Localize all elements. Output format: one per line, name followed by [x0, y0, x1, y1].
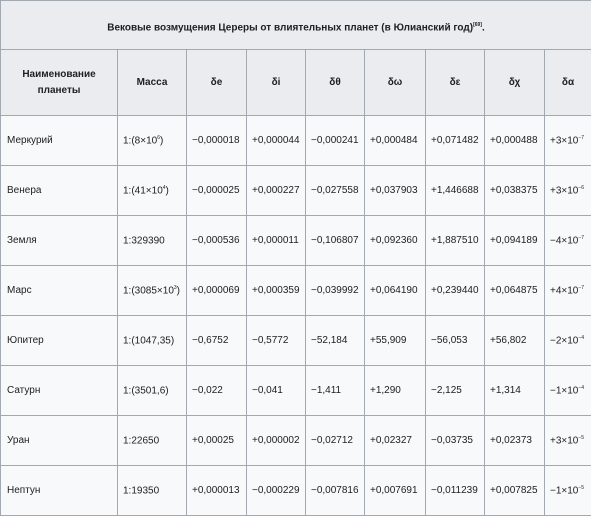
de-cell: +0,00025 — [187, 416, 247, 466]
depsilon-cell: −56,053 — [426, 316, 485, 366]
header-row — [1, 50, 591, 116]
di-cell: −0,5772 — [247, 316, 306, 366]
di-cell: +0,000044 — [247, 116, 306, 166]
de-cell: +0,000013 — [187, 466, 247, 516]
dalpha-exponent: −5 — [578, 435, 584, 441]
dtheta-cell: −0,027558 — [306, 166, 365, 216]
depsilon-cell: +0,071482 — [426, 116, 485, 166]
de-cell: −0,000536 — [187, 216, 247, 266]
dalpha-cell — [545, 116, 591, 166]
table-row — [1, 116, 591, 166]
dalpha-cell — [545, 366, 591, 416]
di-cell: −0,041 — [247, 366, 306, 416]
di-cell: +0,000227 — [247, 166, 306, 216]
planet-name[interactable]: Меркурий — [7, 135, 53, 146]
dalpha-cell — [545, 266, 591, 316]
dtheta-cell: −0,039992 — [306, 266, 365, 316]
de-cell: −0,6752 — [187, 316, 247, 366]
dalpha-value: +3×10 — [550, 435, 578, 446]
mass-value: 1:(41×10 — [123, 185, 163, 196]
table-row — [1, 316, 591, 366]
depsilon-cell: −0,03735 — [426, 416, 485, 466]
domega-cell: +0,000484 — [365, 116, 426, 166]
mass-exponent: 3 — [174, 285, 177, 291]
planet-name-cell — [1, 166, 118, 216]
table-row — [1, 366, 591, 416]
table-body — [1, 116, 591, 516]
mass-close: ) — [166, 185, 169, 196]
dtheta-cell: −52,184 — [306, 316, 365, 366]
planet-name[interactable]: Уран — [7, 435, 30, 446]
mass-cell — [118, 266, 187, 316]
mass-exponent: 4 — [163, 185, 166, 191]
header-domega[interactable]: δω — [365, 50, 426, 116]
dchi-cell: +0,094189 — [485, 216, 545, 266]
mass-value: 1:(3501,6) — [123, 385, 169, 396]
caption-ref[interactable]: [69] — [473, 22, 482, 28]
dalpha-cell — [545, 166, 591, 216]
domega-cell: +1,290 — [365, 366, 426, 416]
table-row — [1, 466, 591, 516]
table-row — [1, 166, 591, 216]
caption-text: Вековые возмущения Цереры от влиятельных планет (в — [107, 22, 393, 33]
planet-name[interactable]: Нептун — [7, 485, 40, 496]
mass-cell — [118, 366, 187, 416]
dchi-cell: +56,802 — [485, 316, 545, 366]
table-caption — [0, 0, 591, 49]
mass-cell — [118, 466, 187, 516]
dalpha-value: −2×10 — [550, 335, 578, 346]
planet-name[interactable]: Сатурн — [7, 385, 40, 396]
dalpha-value: −1×10 — [550, 485, 578, 496]
mass-close: ) — [160, 135, 163, 146]
dchi-cell: +0,007825 — [485, 466, 545, 516]
depsilon-cell: −0,011239 — [426, 466, 485, 516]
header-dtheta[interactable]: δθ — [306, 50, 365, 116]
dalpha-cell — [545, 466, 591, 516]
planet-name-cell — [1, 266, 118, 316]
planet-name[interactable]: Юпитер — [7, 335, 44, 346]
dchi-cell: +0,038375 — [485, 166, 545, 216]
dalpha-exponent: −7 — [578, 135, 584, 141]
de-cell: −0,022 — [187, 366, 247, 416]
mass-value: 1:(8×10 — [123, 135, 157, 146]
dalpha-value: +3×10 — [550, 185, 578, 196]
dchi-cell: +0,02373 — [485, 416, 545, 466]
de-cell: −0,000018 — [187, 116, 247, 166]
planet-name-cell — [1, 216, 118, 266]
dalpha-value: +4×10 — [550, 285, 578, 296]
planet-name-cell — [1, 366, 118, 416]
domega-cell: +55,909 — [365, 316, 426, 366]
caption-after: ) — [470, 22, 473, 33]
mass-value: 1:(1047,35) — [123, 335, 174, 346]
dalpha-cell — [545, 216, 591, 266]
planet-name[interactable]: Земля — [7, 235, 37, 246]
caption-end: . — [482, 22, 485, 33]
dalpha-exponent: −6 — [578, 185, 584, 191]
mass-cell — [118, 216, 187, 266]
mass-value: 1:19350 — [123, 485, 159, 496]
depsilon-cell: +1,887510 — [426, 216, 485, 266]
di-cell: −0,000229 — [247, 466, 306, 516]
table-row — [1, 216, 591, 266]
dchi-cell: +0,000488 — [485, 116, 545, 166]
header-mass[interactable]: Масса — [118, 50, 187, 116]
mass-value: 1:(3085×10 — [123, 285, 174, 296]
mass-cell — [118, 416, 187, 466]
depsilon-cell: +1,446688 — [426, 166, 485, 216]
dalpha-value: −1×10 — [550, 385, 578, 396]
mass-value: 1:22650 — [123, 435, 159, 446]
dalpha-cell — [545, 416, 591, 466]
depsilon-cell: +0,239440 — [426, 266, 485, 316]
mass-value: 1:329390 — [123, 235, 165, 246]
mass-cell — [118, 116, 187, 166]
dtheta-cell: −0,02712 — [306, 416, 365, 466]
mass-cell — [118, 166, 187, 216]
header-dalpha[interactable]: δα — [545, 50, 591, 116]
dchi-cell: +0,064875 — [485, 266, 545, 316]
planet-name-cell — [1, 116, 118, 166]
table-row — [1, 416, 591, 466]
domega-cell: +0,064190 — [365, 266, 426, 316]
planet-name-cell — [1, 416, 118, 466]
di-cell: +0,000011 — [247, 216, 306, 266]
dalpha-exponent: −7 — [578, 285, 584, 291]
dalpha-exponent: −7 — [578, 235, 584, 241]
dalpha-exponent: −5 — [578, 485, 584, 491]
dtheta-cell: −0,106807 — [306, 216, 365, 266]
dtheta-cell: −1,411 — [306, 366, 365, 416]
header-dchi[interactable]: δχ — [485, 50, 545, 116]
mass-close: ) — [177, 285, 180, 296]
header-planet[interactable]: Наименование планеты — [1, 50, 118, 116]
mass-exponent: 6 — [157, 135, 160, 141]
header-di[interactable]: δi — [247, 50, 306, 116]
dchi-cell: +1,314 — [485, 366, 545, 416]
dalpha-exponent: −4 — [578, 335, 584, 341]
domega-cell: +0,007691 — [365, 466, 426, 516]
dtheta-cell: −0,007816 — [306, 466, 365, 516]
dalpha-cell — [545, 316, 591, 366]
dtheta-cell: −0,000241 — [306, 116, 365, 166]
domega-cell: +0,037903 — [365, 166, 426, 216]
de-cell: −0,000025 — [187, 166, 247, 216]
de-cell: +0,000069 — [187, 266, 247, 316]
dalpha-value: −4×10 — [550, 235, 578, 246]
dalpha-value: +3×10 — [550, 135, 578, 146]
dalpha-exponent: −4 — [578, 385, 584, 391]
domega-cell: +0,02327 — [365, 416, 426, 466]
di-cell: +0,000002 — [247, 416, 306, 466]
header-de[interactable]: δe — [187, 50, 247, 116]
planet-name-cell — [1, 316, 118, 366]
mass-cell — [118, 316, 187, 366]
planet-name[interactable]: Венера — [7, 185, 41, 196]
planet-name-cell — [1, 466, 118, 516]
di-cell: +0,000359 — [247, 266, 306, 316]
header-depsilon[interactable]: δε — [426, 50, 485, 116]
depsilon-cell: −2,125 — [426, 366, 485, 416]
caption-link[interactable]: Юлианский год — [394, 22, 470, 33]
domega-cell: +0,092360 — [365, 216, 426, 266]
planet-name[interactable]: Марс — [7, 285, 32, 296]
table-row — [1, 266, 591, 316]
